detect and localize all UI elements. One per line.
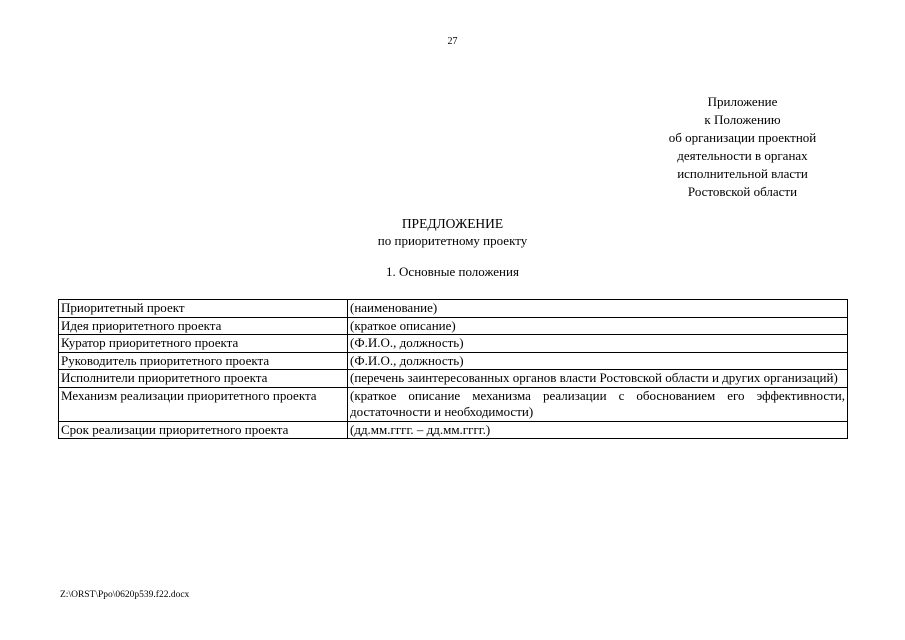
document-subtitle: по приоритетному проекту bbox=[377, 233, 528, 248]
table-row bbox=[59, 387, 848, 421]
footer-file-path: Z:\ORST\Ppo\0620p539.f22.docx bbox=[60, 590, 190, 600]
table-row bbox=[59, 317, 848, 335]
row-label: Механизм реализации приоритетного проекта bbox=[59, 387, 348, 421]
appendix-line: деятельности в органах bbox=[677, 148, 808, 163]
row-label: Куратор приоритетного проекта bbox=[59, 335, 348, 353]
row-label: Приоритетный проект bbox=[59, 300, 348, 318]
row-label: Руководитель приоритетного проекта bbox=[59, 352, 348, 370]
row-label: Идея приоритетного проекта bbox=[59, 317, 348, 335]
row-value: (дд.мм.гггг. – дд.мм.гггг.) bbox=[348, 421, 848, 439]
appendix-line: Ростовской области bbox=[687, 184, 798, 199]
row-value: (краткое описание механизма реализации с обоснованием его эффективности, достаточности и необходимости) bbox=[348, 387, 848, 421]
appendix-block bbox=[640, 93, 845, 201]
table-row bbox=[59, 370, 848, 388]
table-row bbox=[59, 352, 848, 370]
table-row bbox=[59, 421, 848, 439]
document-title: ПРЕДЛОЖЕНИЕ bbox=[401, 216, 504, 231]
section-heading: 1. Основные положения bbox=[386, 264, 519, 279]
table-row bbox=[59, 335, 848, 353]
row-label: Исполнители приоритетного проекта bbox=[59, 370, 348, 388]
appendix-line: Приложение bbox=[707, 94, 778, 109]
row-value: (перечень заинтересованных органов власти Ростовской области и других организаций) bbox=[348, 370, 848, 388]
table-row bbox=[59, 300, 848, 318]
row-value: (Ф.И.О., должность) bbox=[348, 352, 848, 370]
row-value: (краткое описание) bbox=[348, 317, 848, 335]
appendix-line: к Положению bbox=[704, 112, 781, 127]
main-provisions-table bbox=[58, 299, 848, 439]
appendix-line: исполнительной власти bbox=[677, 166, 808, 181]
page-number: 27 bbox=[447, 36, 458, 47]
row-value: (наименование) bbox=[348, 300, 848, 318]
row-value: (Ф.И.О., должность) bbox=[348, 335, 848, 353]
appendix-line: об организации проектной bbox=[668, 130, 817, 145]
row-label: Срок реализации приоритетного проекта bbox=[59, 421, 348, 439]
